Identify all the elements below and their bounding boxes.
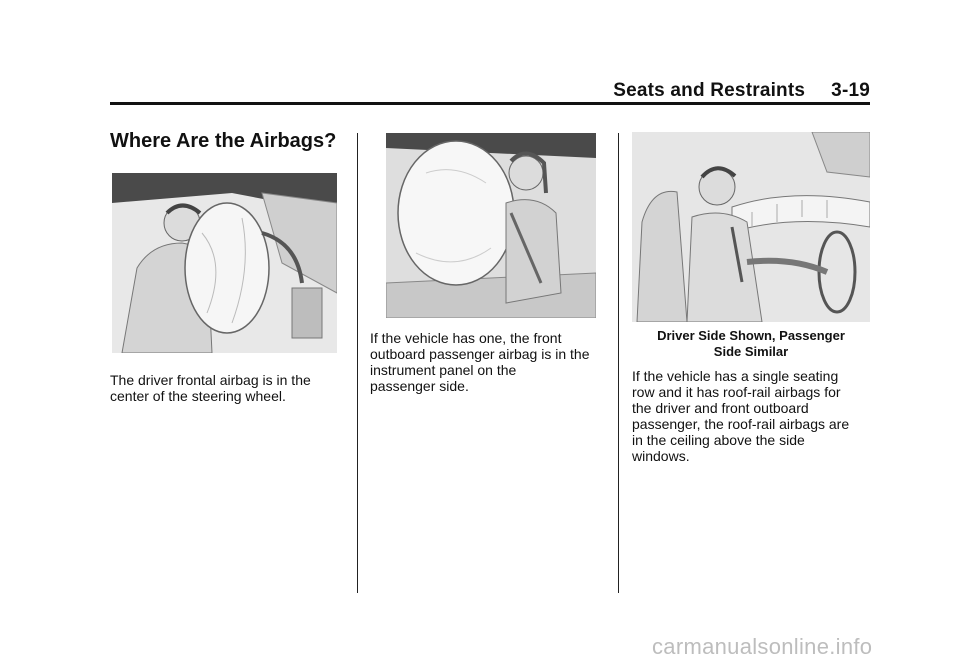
text-line: windows. — [632, 448, 690, 464]
driver-airbag-illustration — [112, 173, 337, 353]
illustration-caption — [632, 328, 870, 360]
text-line: instrument panel on the — [370, 362, 517, 378]
text-line: in the ceiling above the side — [632, 432, 805, 448]
roof-rail-airbag-illustration — [632, 132, 870, 322]
text-line: row and it has roof-rail airbags for — [632, 384, 841, 400]
text-line: outboard passenger airbag is in the — [370, 346, 590, 362]
text-line: the driver and front outboard — [632, 400, 809, 416]
header-section: Seats and Restraints — [613, 80, 806, 101]
header-page-number: 3-19 — [831, 80, 870, 101]
section-title: Where Are the Airbags? — [110, 130, 337, 152]
passenger-airbag-text — [370, 330, 589, 394]
text-line: If the vehicle has one, the front — [370, 330, 562, 346]
header-rule — [110, 102, 870, 105]
watermark: carmanualsonline.info — [652, 634, 873, 659]
column-divider-1 — [357, 133, 358, 593]
caption-line: Driver Side Shown, Passenger — [657, 328, 845, 343]
passenger-airbag-illustration — [386, 133, 596, 318]
text-line: passenger, the roof-rail airbags are — [632, 416, 850, 432]
text-line: center of the steering wheel. — [110, 388, 286, 404]
caption-line: Side Similar — [713, 344, 789, 359]
text-line: passenger side. — [370, 378, 469, 394]
text-line: The driver frontal airbag is in the — [110, 372, 311, 388]
column-divider-2 — [618, 133, 619, 593]
roof-rail-airbag-text — [632, 368, 849, 464]
text-line: If the vehicle has a single seating — [632, 368, 839, 384]
running-header — [560, 80, 870, 102]
driver-airbag-text — [110, 372, 311, 404]
